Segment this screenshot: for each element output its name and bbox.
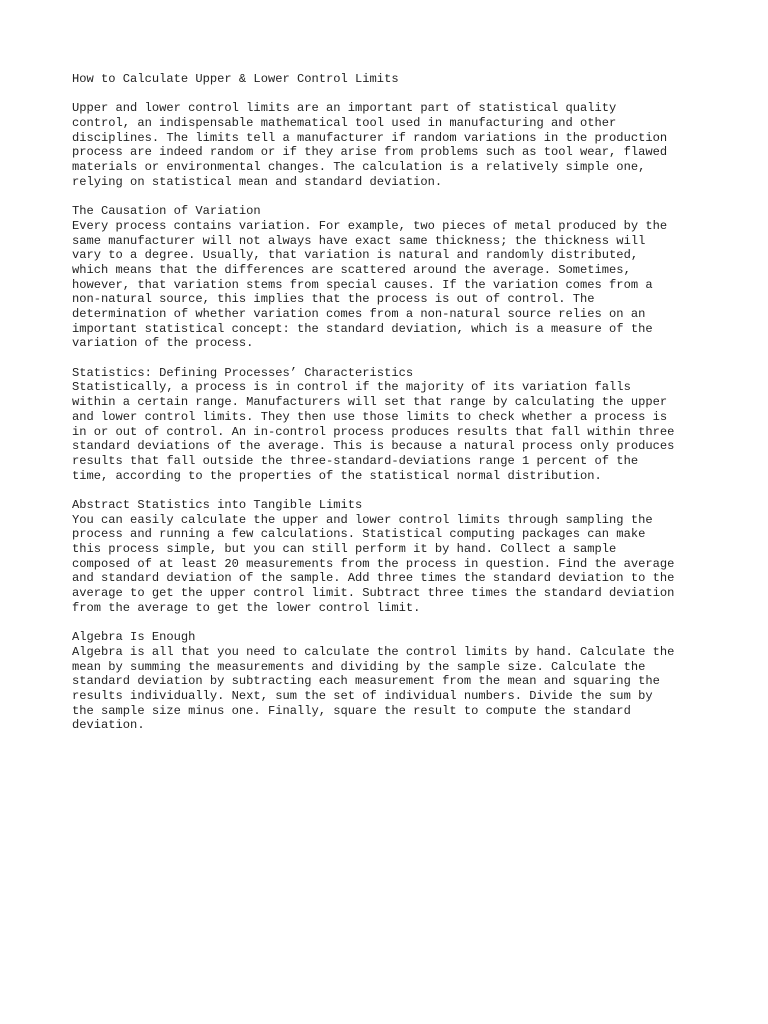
section-heading: Statistics: Defining Processes’ Characteristics <box>72 365 414 380</box>
intro-line: relying on statistical mean and standard deviation. <box>72 174 443 189</box>
section-line: average to get the upper control limit. Subtract three times the standard deviation <box>72 586 675 601</box>
section-line: standard deviations of the average. This is because a natural process only produces <box>72 439 675 454</box>
intro-line: disciplines. The limits tell a manufacturer if random variations in the production <box>72 130 668 145</box>
section-line: however, that variation stems from special causes. If the variation comes from a <box>72 277 653 292</box>
section-line: results individually. Next, sum the set of individual numbers. Divide the sum by <box>72 688 653 703</box>
section-abstract-statistics <box>72 498 702 616</box>
section-line: determination of whether variation comes from a non-natural source relies on an <box>72 307 646 321</box>
intro-line: control, an indispensable mathematical tool used in manufacturing and other <box>72 116 617 131</box>
section-line: deviation. <box>72 718 145 733</box>
intro-line: Upper and lower control limits are an important part of statistical quality <box>72 101 617 116</box>
document-page <box>72 72 702 733</box>
section-line: important statistical concept: the standard deviation, which is a measure of the <box>72 321 653 336</box>
section-line: which means that the differences are scattered around the average. Sometimes, <box>72 262 631 277</box>
section-line: variation of the process. <box>72 336 254 351</box>
section-line: You can easily calculate the upper and lower control limits through sampling the <box>72 512 653 527</box>
section-line: non-natural source, this implies that the process is out of control. The <box>72 292 595 307</box>
section-causation-of-variation <box>72 204 702 351</box>
section-line: vary to a degree. Usually, that variation is natural and randomly distributed, <box>72 248 639 263</box>
section-defining-processes-characteristics <box>72 366 702 484</box>
section-line: composed of at least 20 measurements from the process in question. Find the average <box>72 556 675 571</box>
section-line: in or out of control. An in-control process produces results that fall within three <box>72 424 675 439</box>
section-line: Every process contains variation. For example, two pieces of metal produced by the <box>72 218 668 233</box>
section-line: mean by summing the measurements and dividing by the sample size. Calculate the <box>72 659 646 674</box>
document-title: How to Calculate Upper & Lower Control Limits <box>72 72 399 86</box>
section-line: Algebra is all that you need to calculate the control limits by hand. Calculate the <box>72 644 675 659</box>
intro-paragraph <box>72 101 702 189</box>
section-heading: Abstract Statistics into Tangible Limits <box>72 497 363 512</box>
section-line: process and running a few calculations. Statistical computing packages can make <box>72 527 646 542</box>
section-line: and lower control limits. They then use those limits to check whether a process is <box>72 409 668 424</box>
section-line: standard deviation by subtracting each measurement from the mean and squaring the <box>72 674 660 689</box>
section-line: time, according to the properties of the statistical normal distribution. <box>72 468 602 483</box>
section-heading: The Causation of Variation <box>72 204 261 219</box>
section-heading: Algebra Is Enough <box>72 630 196 645</box>
intro-line: materials or environmental changes. The calculation is a relatively simple one, <box>72 160 646 175</box>
section-line: within a certain range. Manufacturers will set that range by calculating the upper <box>72 395 668 410</box>
intro-line: process are indeed random or if they arise from problems such as tool wear, flawed <box>72 145 668 160</box>
section-algebra-is-enough <box>72 630 702 733</box>
section-line: Statistically, a process is in control if the majority of its variation falls <box>72 380 631 395</box>
section-line: this process simple, but you can still perform it by hand. Collect a sample <box>72 542 617 556</box>
section-line: the sample size minus one. Finally, square the result to compute the standard <box>72 703 631 718</box>
section-line: results that fall outside the three-standard-deviations range 1 percent of the <box>72 453 639 468</box>
section-line: from the average to get the lower control limit. <box>72 600 421 615</box>
section-line: and standard deviation of the sample. Add three times the standard deviation to the <box>72 571 675 586</box>
section-line: same manufacturer will not always have exact same thickness; the thickness will <box>72 233 646 248</box>
